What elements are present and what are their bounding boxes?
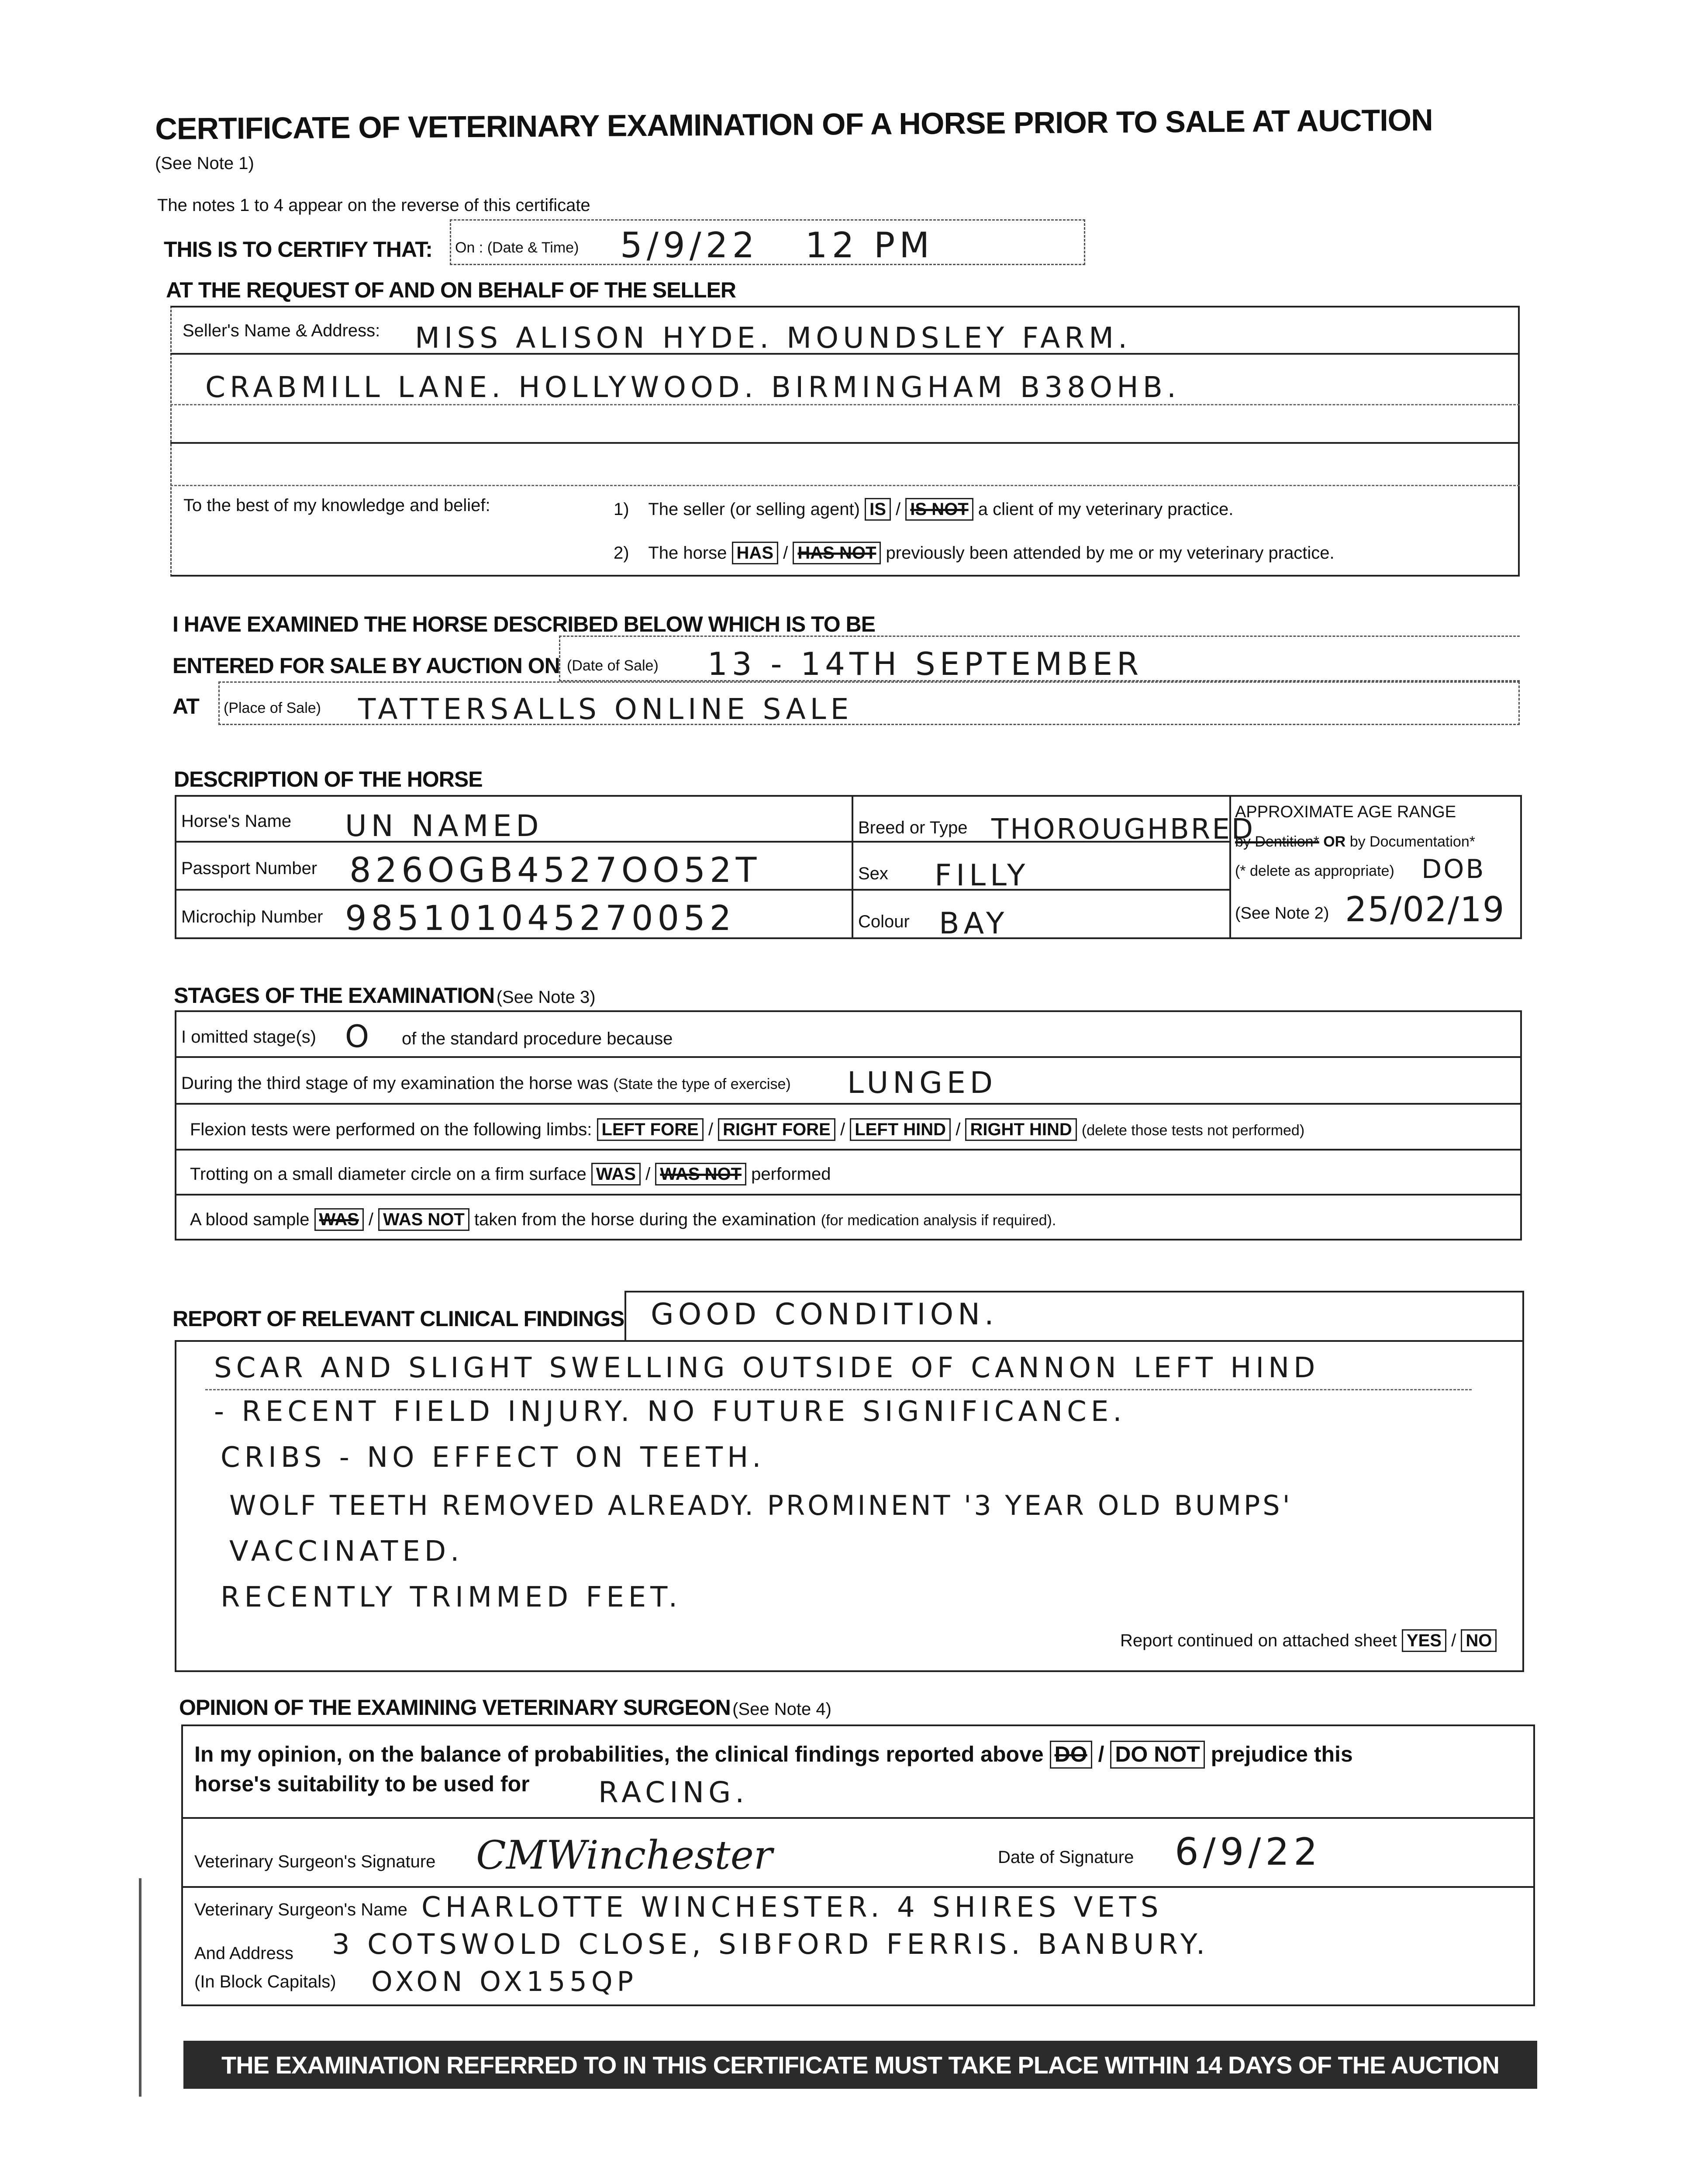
place-of-sale-label: (Place of Sale) [224,700,321,716]
third-stage-label: During the third stage of my examination the horse was [181,1074,609,1093]
blood-row [190,1208,1056,1231]
opinion-text [194,1741,1353,1769]
trotting-was-not[interactable]: WAS NOT [655,1163,746,1185]
age-dob: DOB [1421,854,1486,885]
report-continued [1120,1629,1497,1652]
certificate-title: CERTIFICATE OF VETERINARY EXAMINATION OF A HORSE PRIOR TO SALE AT AUCTION [155,103,1433,146]
horse-name-label: Horse's Name [181,812,292,831]
separator: / [1098,1742,1104,1766]
seller-line-2: CRABMILL LANE. HOLLYWOOD. BIRMINGHAM B38OHB. [205,370,1181,404]
report-line: RECENTLY TRIMMED FEET. [221,1581,682,1614]
report-line: - RECENT FIELD INJURY. NO FUTURE SIGNIFICANCE. [214,1396,1126,1428]
report-line: SCAR AND SLIGHT SWELLING OUTSIDE OF CANNON LEFT HIND [214,1352,1320,1384]
date-time-value: 5/9/22 12 PM [620,225,934,266]
knowledge-label: To the best of my knowledge and belief: [183,496,490,515]
request-label: AT THE REQUEST OF AND ON BEHALF OF THE SELLER [166,278,736,302]
flexion-row [190,1118,1304,1141]
opinion-do[interactable]: DO [1050,1741,1092,1769]
omitted-row [181,1027,316,1047]
age-heading: APPROXIMATE AGE RANGE [1235,803,1456,821]
surgeon-name-value: CHARLOTTE WINCHESTER. 4 SHIRES VETS [421,1891,1163,1924]
sex-value: FILLY [935,858,1030,893]
item-1-number: 1) [614,500,629,519]
age-note: (See Note 2) [1235,904,1329,923]
separator: / [368,1210,374,1229]
notes-line: The notes 1 to 4 appear on the reverse of this certificate [157,196,590,215]
blood-note: (for medication analysis if required). [821,1212,1056,1229]
flexion-left-hind[interactable]: LEFT HIND [850,1118,951,1141]
option-is-not[interactable]: IS NOT [905,498,973,521]
seller-label: Seller's Name & Address: [183,321,380,340]
description-heading: DESCRIPTION OF THE HORSE [174,767,483,791]
age-or: OR [1323,833,1346,850]
stages-heading-text: STAGES OF THE EXAMINATION [174,983,495,1008]
at-label: AT [172,694,199,719]
item-1-post: a client of my veterinary practice. [978,500,1234,519]
signature-label: Veterinary Surgeon's Signature [194,1852,436,1871]
third-stage-row [181,1074,791,1093]
separator: / [896,500,901,519]
opinion-heading-text: OPINION OF THE EXAMINING VETERINARY SURGEON [179,1695,731,1720]
date-of-signature-label: Date of Signature [998,1848,1134,1867]
passport-value: 826OGB4527OO52T [349,851,761,890]
colour-value: BAY [939,906,1009,941]
date-of-signature-value: 6/9/22 [1175,1830,1322,1874]
report-continued-label: Report continued on attached sheet [1120,1631,1397,1650]
age-method [1235,833,1475,850]
date-of-sale-label: (Date of Sale) [567,657,659,674]
opinion-heading [179,1695,831,1720]
item-1-text: The seller (or selling agent) [648,500,860,519]
blood-was-not[interactable]: WAS NOT [378,1208,469,1231]
breed-label: Breed or Type [858,818,968,837]
opinion-post: prejudice this [1211,1742,1353,1766]
report-heading: REPORT OF RELEVANT CLINICAL FINDINGS [172,1306,624,1331]
option-has[interactable]: HAS [732,542,778,564]
sex-label: Sex [858,864,888,883]
breed-value: THOROUGHBRED [991,813,1255,846]
option-has-not[interactable]: HAS NOT [793,542,881,564]
blood-was[interactable]: WAS [314,1208,364,1231]
entered-label: ENTERED FOR SALE BY AUCTION ON [172,653,560,678]
report-first-line: GOOD CONDITION. [651,1297,998,1332]
continued-no[interactable]: NO [1461,1629,1497,1652]
place-of-sale-value: TATTERSALLS ONLINE SALE [358,692,853,726]
separator: / [1451,1631,1456,1650]
date-of-sale-value: 13 - 14TH SEPTEMBER [707,646,1143,682]
age-documentation[interactable]: by Documentation* [1349,833,1475,850]
age-dentition[interactable]: by Dentition* [1235,833,1319,850]
trotting-row [190,1163,831,1185]
date-time-label: On : (Date & Time) [455,239,579,256]
trotting-was[interactable]: WAS [591,1163,641,1185]
microchip-label: Microchip Number [181,907,323,926]
flexion-left-fore[interactable]: LEFT FORE [597,1118,704,1141]
separator: / [708,1120,714,1139]
flexion-note: (delete those tests not performed) [1081,1122,1305,1139]
continued-yes[interactable]: YES [1402,1629,1446,1652]
flexion-right-hind[interactable]: RIGHT HIND [965,1118,1076,1141]
trotting-post: performed [751,1165,831,1184]
flexion-label: Flexion tests were performed on the following limbs: [190,1120,592,1139]
passport-label: Passport Number [181,859,317,878]
flexion-right-fore[interactable]: RIGHT FORE [718,1118,835,1141]
age-delete-note: (* delete as appropriate) [1235,863,1394,879]
report-line: CRIBS - NO EFFECT ON TEETH. [221,1441,766,1474]
report-line: VACCINATED. [229,1535,464,1568]
signature-value: CMWinchester [476,1832,773,1878]
separator: / [840,1120,845,1139]
option-is[interactable]: IS [865,498,891,521]
item-2-number: 2) [614,543,629,563]
third-stage-value: LUNGED [847,1066,997,1100]
omitted-post: of the standard procedure because [402,1029,673,1048]
suitability-label: horse's suitability to be used for [194,1772,530,1796]
examined-heading: I HAVE EXAMINED THE HORSE DESCRIBED BELOW WHICH IS TO BE [172,612,875,636]
knowledge-item-1 [614,498,1233,521]
trotting-label: Trotting on a small diameter circle on a firm surface [190,1165,586,1184]
address-line-2: OXON OX155QP [371,1966,638,1997]
surgeon-name-label: Veterinary Surgeon's Name [194,1900,407,1919]
separator: / [783,543,788,563]
stages-heading [174,983,596,1008]
microchip-value: 985101045270052 [345,899,736,938]
opinion-do-not[interactable]: DO NOT [1110,1741,1204,1769]
blood-pre: A blood sample [190,1210,310,1229]
opinion-pre: In my opinion, on the balance of probabilities, the clinical findings reported above [194,1742,1044,1766]
stages-heading-note: (See Note 3) [496,988,596,1007]
omitted-value: O [345,1019,374,1054]
third-stage-note: (State the type of exercise) [613,1076,791,1092]
address-label: And Address [194,1944,293,1963]
see-note-1: (See Note 1) [155,154,254,173]
separator: / [956,1120,961,1139]
blood-post: taken from the horse during the examination [474,1210,816,1229]
seller-line-1: MISS ALISON HYDE. MOUNDSLEY FARM. [415,321,1132,355]
item-2-text: The horse [648,543,727,563]
horse-name-value: UN NAMED [345,809,543,843]
footer-text: THE EXAMINATION REFERRED TO IN THIS CERTIFICATE MUST TAKE PLACE WITHIN 14 DAYS OF THE AUCTION [221,2051,1499,2079]
certify-label: THIS IS TO CERTIFY THAT: [164,237,432,262]
opinion-heading-note: (See Note 4) [732,1700,831,1719]
address-line-1: 3 COTSWOLD CLOSE, SIBFORD FERRIS. BANBURY. [332,1928,1210,1961]
report-line: WOLF TEETH REMOVED ALREADY. PROMINENT '3 YEAR OLD BUMPS' [229,1489,1293,1521]
age-value: 25/02/19 [1345,890,1505,930]
item-2-post: previously been attended by me or my veterinary practice. [886,543,1335,563]
scan-edge [139,1878,141,2097]
colour-label: Colour [858,912,910,931]
omitted-pre: I omitted stage(s) [181,1027,317,1047]
separator: / [645,1165,651,1184]
suitability-value: RACING. [598,1776,749,1809]
knowledge-item-2 [614,542,1335,564]
address-label-capitals: (In Block Capitals) [194,1972,336,1991]
